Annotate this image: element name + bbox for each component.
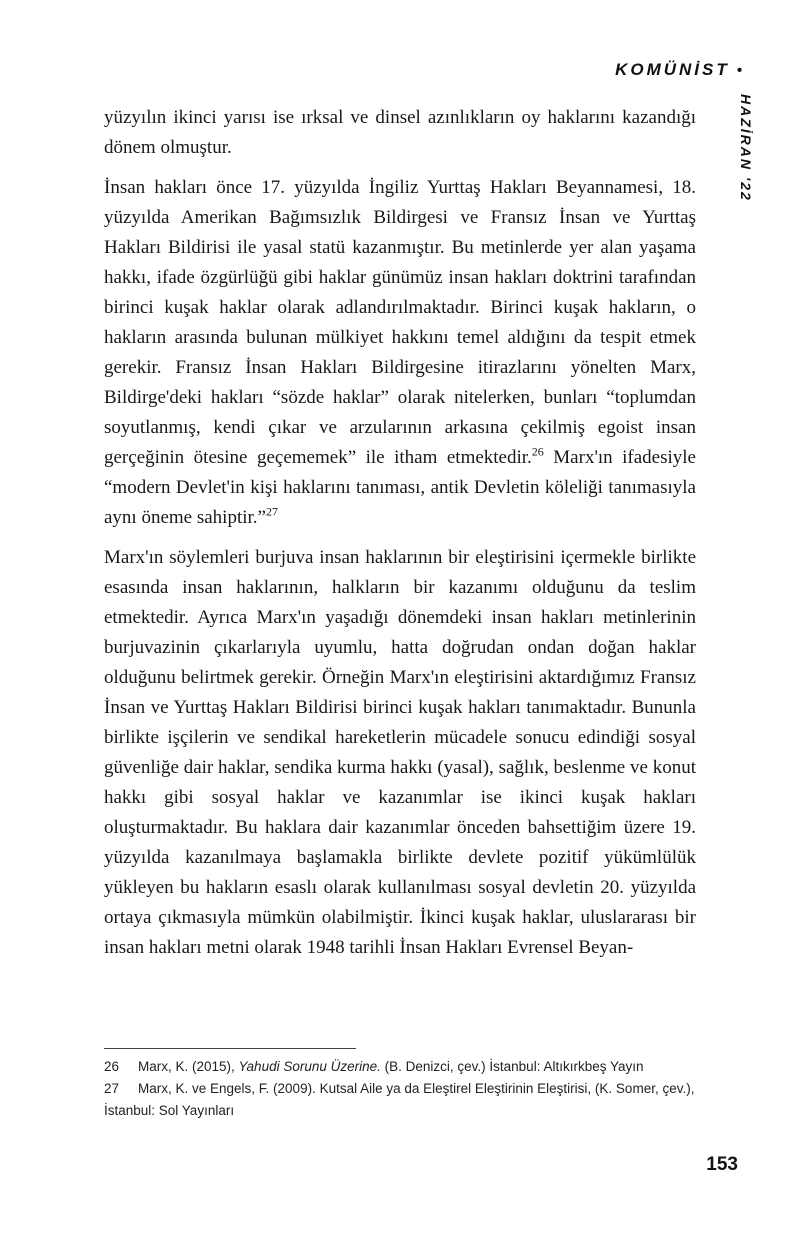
footnote-ref-26: 26 bbox=[531, 444, 544, 459]
footnote-ref-27: 27 bbox=[265, 504, 278, 519]
footnote-26-text-post: (B. Denizci, çev.) İstanbul: Altıkırkbeş Yayın bbox=[380, 1059, 644, 1074]
page-number: 153 bbox=[706, 1154, 738, 1175]
paragraph-1: yüzyılın ikinci yarısı ise ırksal ve dinsel azınlıkların oy haklarını kazandığı dönem olmuştur. bbox=[104, 107, 696, 158]
issue-date-vertical: HAZİRAN '22 bbox=[738, 94, 754, 202]
magazine-title: KOMÜNİST bbox=[615, 60, 730, 79]
footnotes-section bbox=[104, 1048, 696, 1122]
footnote-27-number: 27 bbox=[104, 1081, 120, 1096]
article-body bbox=[104, 103, 696, 963]
footnote-27 bbox=[104, 1078, 696, 1122]
footnote-27-text: Marx, K. ve Engels, F. (2009). Kutsal Aile ya da Eleştirel Eleştirinin Eleştirisi, (K. Somer, çev.), İstanbul: Sol Yayınları bbox=[104, 1081, 695, 1118]
page-header bbox=[615, 60, 742, 80]
footnote-divider bbox=[104, 1048, 356, 1049]
paragraph-3: Marx'ın söylemleri burjuva insan haklarının bir eleştirisini içermekle birlikte esasında insan haklarının, halkların bir kazanımı olduğunu da teslim etmektedir. Ayrıca Marx'ın yaşadığı dönemdeki insan hakları metinlerinin burjuvazinin çıkarlarıyla uyumlu, hatta doğrudan ondan doğan haklar olduğunu belirtmek gerekir. Örneğin Marx'ın eleştirisini aktardığımız Fransız İnsan ve Yurttaş Hakları Bildirisi birinci kuşak hakları tanımaktadır. Bununla birlikte işçilerin ve sendikal hareketlerin mücadele sonucu edindiği sosyal güvenliğe dair haklar, sendika kurma hakkı (yasal), sağlık, beslenme ve konut hakkı gibi sosyal haklar ve kazanımlar ise ikinci kuşak hakları oluşturmaktadır. Bu haklara dair kazanımlar önceden bahsettiğim üzere 19. yüzyılda kazanılmaya başlamakla birlikte devlete pozitif yükümlülük yükleyen bu hakların esaslı olarak kullanılması sosyal devletin 20. yüzyılda ortaya çıkmasıyla mümkün olabilmiştir. İkinci kuşak haklar, uluslararası bir insan hakları metni olarak 1948 tarihli İnsan Hakları Evrensel Beyan- bbox=[104, 547, 696, 958]
paragraph-2 bbox=[104, 173, 696, 533]
paragraph-2-text-a: İnsan hakları önce 17. yüzyılda İngiliz Yurttaş Hakları Beyannamesi, 18. yüzyılda Amerikan Bağımsızlık Bildirgesi ve Fransız İnsan ve Yurttaş Hakları Bildirisi ile yasal statü kazanmıştır. Bu metinlerde yer alan yaşama hakkı, ifade özgürlüğü gibi haklar günümüz insan hakları doktrini tarafından birinci kuşak haklar olarak adlandırılmaktadır. Birinci kuşak hakların, o hakların arasında bulunan mülkiyet hakkını temel aldığını da tespit etmek gerekir. Fransız İnsan Hakları Bildirgesine itirazlarını yönelten Marx, Bildirge'deki hakları “sözde haklar” olarak nitelerken, bunları “toplumdan soyutlanmış, kendi çıkar ve arzularının arkasına çekilmiş egoist insan gerçeğinin ötesine geçememek” ile itham etmektedir. bbox=[104, 177, 696, 468]
footnote-26-title: Yahudi Sorunu Üzerine. bbox=[238, 1059, 381, 1074]
footnote-26-number: 26 bbox=[104, 1059, 120, 1074]
header-bullet: • bbox=[736, 62, 742, 79]
footnote-26 bbox=[104, 1056, 696, 1078]
paragraph-2-text-b: Marx'ın ifadesiyle “modern Devlet'in kişi haklarını tanıması, antik Devletin köleliği tanımasıyla aynı öneme sahiptir.” bbox=[104, 447, 696, 528]
footnote-26-text-pre: Marx, K. (2015), bbox=[138, 1059, 239, 1074]
